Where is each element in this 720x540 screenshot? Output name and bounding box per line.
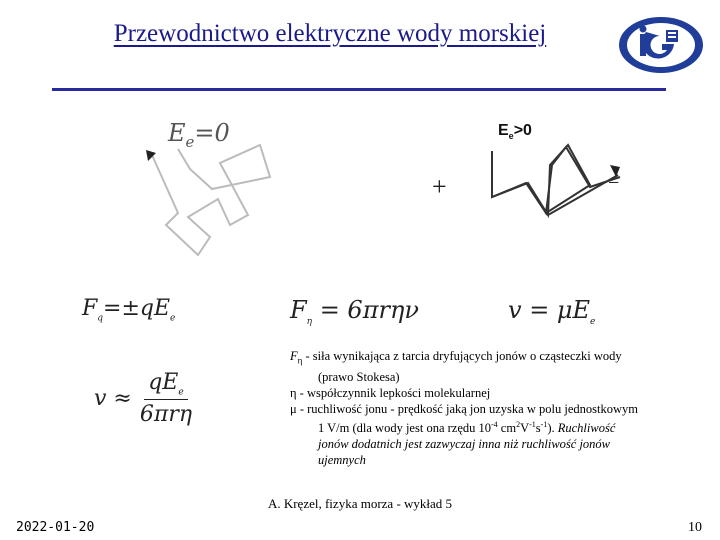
drift-path (492, 145, 618, 215)
title-divider (52, 88, 666, 91)
note-line-2: (prawo Stokesa) (318, 369, 400, 384)
random-walk-path (152, 145, 270, 255)
slide-title: Przewodnictwo elektryczne wody morskiej (113, 20, 547, 47)
note-line-6: jonów dodatnich jest zazwyczaj inna niż ruchliwość jonów (318, 436, 611, 451)
coulomb-force-equation: $F_q=\pm qE_e$ (82, 296, 176, 324)
stokes-force-equation: $F_\eta = 6\pi r\eta\nu$ (290, 296, 419, 327)
page-number: 10 (688, 520, 702, 535)
plus-sign: + (432, 172, 447, 201)
right-field-label: $E_e>0$ (498, 122, 532, 141)
note-line-1: $F_\eta$ - siła wynikająca z tarcia dryfujących jonów o cząsteczki wody (290, 349, 622, 366)
footer-author: A. Kręzel, fizyka morza - wykład 5 (267, 496, 453, 511)
note-line-5: 1 V/m (dla wody jest ona rzędu $10^{-4}$ $cm^2V^{-1}s^{-1}$). Ruchliwość (318, 419, 616, 435)
note-line-4: μ - ruchliwość jonu - prędkość jaką jon uzyska w polu jednostkowym (290, 401, 638, 416)
note-line-7: ujemnych (318, 452, 366, 467)
slide-date: 2022-01-20 (16, 520, 95, 535)
institute-logo (616, 14, 706, 76)
note-line-3: η - współczynnik lepkości molekularnej (290, 385, 491, 400)
velocity-approx-equation: v ≈ $\frac{qE_e}{\text{6πrη}}$ (94, 370, 193, 428)
minus-sign: − (608, 172, 620, 194)
ion-drift-diagram (130, 105, 650, 285)
notes-block (290, 348, 700, 468)
left-field-label: $E_e=0$ (168, 119, 230, 151)
velocity-mobility-equation: $v = \mu E_e$ (508, 296, 596, 327)
